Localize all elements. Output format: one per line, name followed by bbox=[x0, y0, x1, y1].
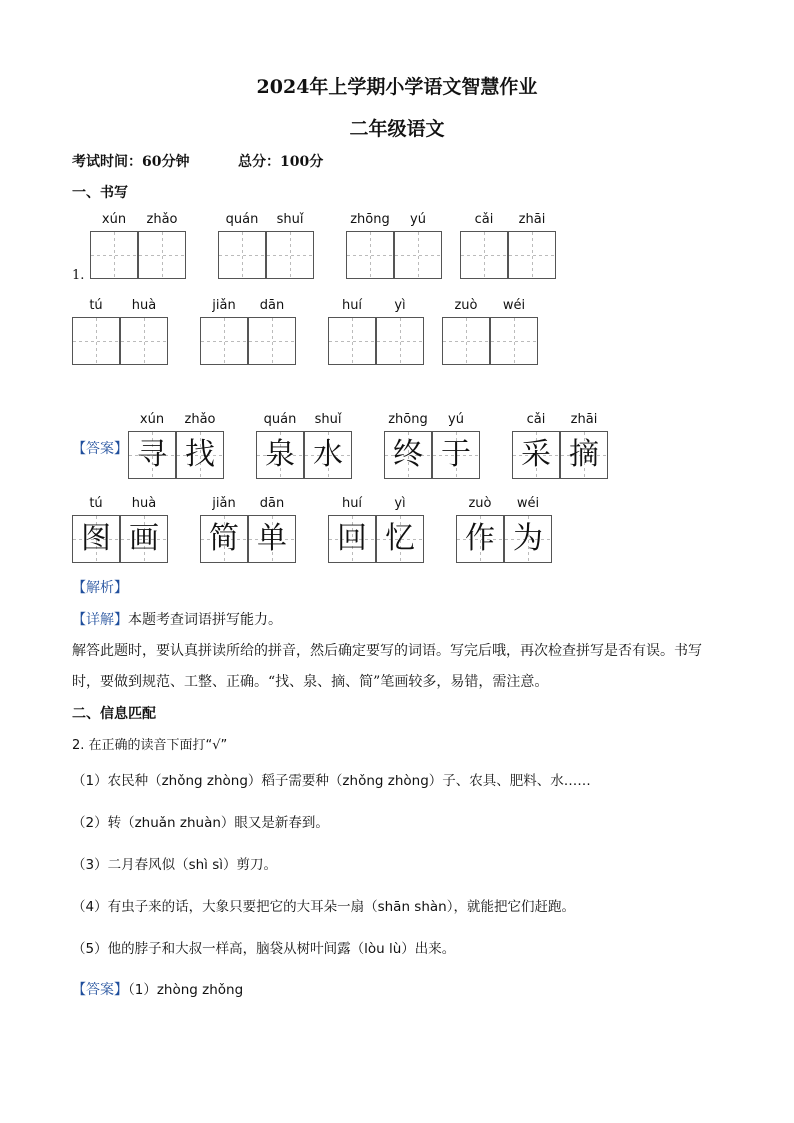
answer-character: 图 bbox=[81, 521, 111, 556]
pinyin-label: huí bbox=[341, 496, 363, 511]
writing-box[interactable] bbox=[442, 317, 490, 365]
answer-character-box bbox=[432, 431, 480, 479]
item-3: （3）二月春风似（shì sì）剪刀。 bbox=[72, 857, 278, 873]
writing-box[interactable] bbox=[460, 231, 508, 279]
answer-character: 采 bbox=[521, 437, 551, 472]
answer-character-box bbox=[328, 515, 376, 563]
section-heading-matching: 二、信息匹配 bbox=[72, 706, 156, 722]
answer-character: 泉 bbox=[265, 437, 295, 472]
writing-box[interactable] bbox=[394, 231, 442, 279]
pinyin-label: zhǎo bbox=[146, 212, 178, 227]
writing-box[interactable] bbox=[376, 317, 424, 365]
total-score: 总分：100分 bbox=[238, 154, 324, 170]
writing-box[interactable] bbox=[200, 317, 248, 365]
answer-character: 水 bbox=[313, 437, 343, 472]
answer-character: 单 bbox=[257, 521, 287, 556]
answer-character-box bbox=[200, 515, 248, 563]
writing-box[interactable] bbox=[490, 317, 538, 365]
pinyin-label: wéi bbox=[516, 496, 540, 511]
pinyin-label: zhōng bbox=[350, 212, 390, 227]
pinyin-label: jiǎn bbox=[212, 298, 236, 313]
writing-box[interactable] bbox=[346, 231, 394, 279]
answer-character-box bbox=[504, 515, 552, 563]
page-subtitle: 二年级语文 bbox=[349, 118, 445, 140]
pinyin-label: zhǎo bbox=[184, 412, 216, 427]
answer-character: 简 bbox=[209, 521, 239, 556]
pinyin-label: zhāi bbox=[570, 412, 598, 427]
page-title: 2024年上学期小学语文智慧作业 bbox=[256, 76, 538, 98]
pinyin-label: yì bbox=[394, 496, 406, 511]
answer-character-box bbox=[384, 431, 432, 479]
detail-label: 【详解】 bbox=[72, 612, 128, 628]
pinyin-label: quán bbox=[263, 412, 297, 427]
answer-character: 作 bbox=[465, 521, 495, 556]
answer-character-box bbox=[120, 515, 168, 563]
answer-2-line bbox=[72, 978, 243, 999]
answer-character: 终 bbox=[393, 437, 423, 472]
pinyin-label: dān bbox=[259, 496, 285, 511]
explanation-line-1: 解答此题时，要认真拼读所给的拼音，然后确定要写的词语。写完后哦，再次检查拼写是否有误。书写 bbox=[72, 643, 702, 659]
answer-character-box bbox=[176, 431, 224, 479]
pinyin-label: zuò bbox=[454, 298, 478, 313]
detail-line bbox=[72, 609, 282, 629]
answer-character: 忆 bbox=[385, 521, 415, 556]
item-1: （1）农民种（zhǒng zhòng）稻子需要种（zhǒng zhòng）子、农具、肥料、水…… bbox=[72, 773, 591, 789]
pinyin-label: wéi bbox=[502, 298, 526, 313]
question-number: 1. bbox=[72, 268, 85, 283]
pinyin-label: cǎi bbox=[526, 412, 546, 427]
answer-2-text: （1）zhòng zhǒng bbox=[128, 982, 244, 998]
answer-character-box bbox=[512, 431, 560, 479]
answer-character: 画 bbox=[129, 521, 159, 556]
writing-box[interactable] bbox=[138, 231, 186, 279]
answer-label: 【答案】 bbox=[72, 441, 128, 457]
answer-character: 回 bbox=[337, 521, 367, 556]
item-4: （4）有虫子来的话，大象只要把它的大耳朵一扇（shān shàn），就能把它们赶跑。 bbox=[72, 899, 575, 915]
answer-character-box bbox=[456, 515, 504, 563]
pinyin-label: huí bbox=[341, 298, 363, 313]
explanation-line-2: 时，要做到规范、工整、正确。“找、泉、摘、简”笔画较多，易错，需注意。 bbox=[72, 674, 549, 690]
writing-box[interactable] bbox=[72, 317, 120, 365]
pinyin-label: quán bbox=[225, 212, 259, 227]
answer-character-box bbox=[376, 515, 424, 563]
answer-character: 于 bbox=[441, 437, 471, 472]
answer-character: 找 bbox=[185, 437, 215, 472]
pinyin-label: yú bbox=[410, 212, 426, 227]
pinyin-label: jiǎn bbox=[212, 496, 236, 511]
detail-text: 本题考查词语拼写能力。 bbox=[128, 612, 282, 628]
answer-character: 为 bbox=[513, 521, 543, 556]
answer-character-box bbox=[304, 431, 352, 479]
pinyin-label: zhāi bbox=[518, 212, 546, 227]
pinyin-label: tú bbox=[89, 298, 103, 313]
writing-box[interactable] bbox=[508, 231, 556, 279]
writing-box[interactable] bbox=[90, 231, 138, 279]
answer-character-box bbox=[128, 431, 176, 479]
answer-character-box bbox=[256, 431, 304, 479]
answer-character-box bbox=[248, 515, 296, 563]
writing-box[interactable] bbox=[248, 317, 296, 365]
writing-box[interactable] bbox=[218, 231, 266, 279]
pinyin-label: yì bbox=[394, 298, 406, 313]
question-2-intro: 2. 在正确的读音下面打“√” bbox=[72, 738, 228, 753]
pinyin-label: dān bbox=[259, 298, 285, 313]
answer-character: 寻 bbox=[137, 437, 167, 472]
exam-time: 考试时间：60分钟 bbox=[72, 154, 190, 170]
pinyin-label: huà bbox=[131, 298, 157, 313]
item-2: （2）转（zhuǎn zhuàn）眼又是新春到。 bbox=[72, 815, 329, 831]
answer-character: 摘 bbox=[569, 437, 599, 472]
pinyin-label: yú bbox=[448, 412, 464, 427]
pinyin-label: xún bbox=[101, 212, 127, 227]
writing-box[interactable] bbox=[328, 317, 376, 365]
section-heading-writing: 一、书写 bbox=[72, 185, 128, 201]
pinyin-label: shuǐ bbox=[276, 212, 304, 227]
pinyin-label: zuò bbox=[468, 496, 492, 511]
answer-character-box bbox=[72, 515, 120, 563]
pinyin-label: cǎi bbox=[474, 212, 494, 227]
pinyin-label: huà bbox=[131, 496, 157, 511]
writing-box[interactable] bbox=[266, 231, 314, 279]
analysis-label: 【解析】 bbox=[72, 580, 128, 596]
item-5: （5）他的脖子和大叔一样高，脑袋从树叶间露（lòu lù）出来。 bbox=[72, 941, 456, 957]
pinyin-label: tú bbox=[89, 496, 103, 511]
pinyin-label: shuǐ bbox=[314, 412, 342, 427]
pinyin-label: xún bbox=[139, 412, 165, 427]
writing-box[interactable] bbox=[120, 317, 168, 365]
answer-character-box bbox=[560, 431, 608, 479]
pinyin-label: zhōng bbox=[388, 412, 428, 427]
answer-2-label: 【答案】 bbox=[72, 982, 128, 998]
